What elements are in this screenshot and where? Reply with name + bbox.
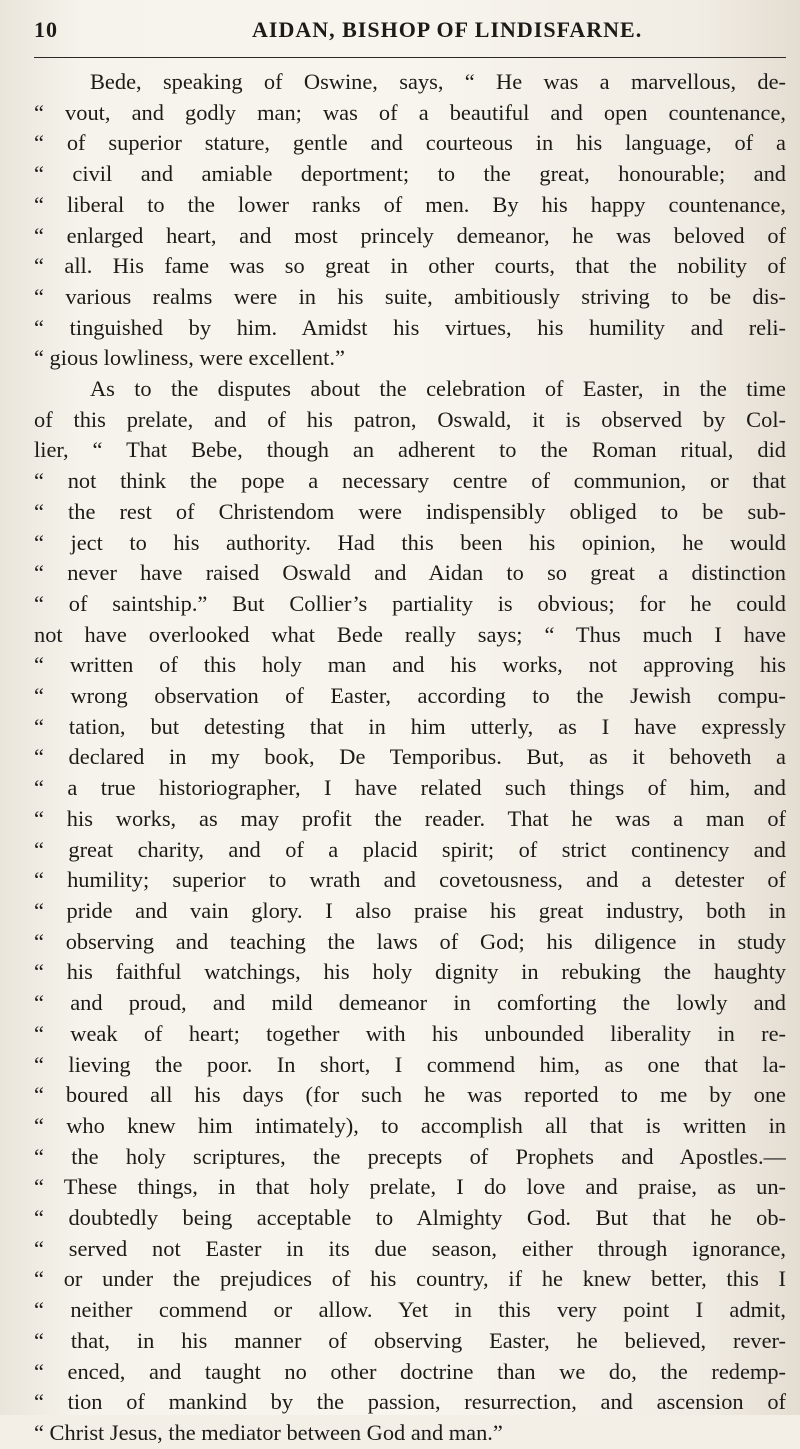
running-title: AIDAN, BISHOP OF LINDISFARNE. (252, 17, 643, 42)
text-line: “ of saintship.” But Collier’s partiality is obvious; for he could (34, 590, 786, 616)
text-line: “ tion of mankind by the passion, resurrection, and ascension of (34, 1389, 786, 1415)
text-line: “ his faithful watchings, his holy dignity in rebuking the haughty (34, 959, 786, 985)
text-line: “ of superior stature, gentle and courteous in his language, of a (34, 130, 786, 156)
text-line: “ who knew him intimately), to accomplish all that is written in (34, 1112, 786, 1138)
text-line: “ or under the prejudices of his country, if he knew better, this I (34, 1266, 786, 1292)
text-line: “ liberal to the lower ranks of men. By his happy countenance, (34, 191, 786, 217)
text-line: As to the disputes about the celebration of Easter, in the time (90, 376, 786, 402)
text-line: “ civil and amiable deportment; to the great, honourable; and (34, 161, 786, 187)
page-number: 10 (34, 17, 58, 42)
paragraph-easter-disputes (34, 374, 786, 1449)
text-line: “ Christ Jesus, the mediator between God and man.” (34, 1419, 503, 1445)
text-line: “ weak of heart; together with his unbounded liberality in re- (34, 1020, 786, 1046)
text-line: “ written of this holy man and his works, not approving his (34, 652, 786, 678)
text-line: “ the holy scriptures, the precepts of Prophets and Apostles.— (34, 1143, 786, 1169)
text-line: “ tation, but detesting that in him utterly, as I have expressly (34, 713, 786, 739)
text-line: “ all. His fame was so great in other courts, that the nobility of (34, 253, 786, 279)
text-line: “ enced, and taught no other doctrine than we do, the redemp- (34, 1358, 786, 1384)
text-line: “ vout, and godly man; was of a beautiful and open countenance, (34, 99, 786, 125)
text-line: “ humility; superior to wrath and covetousness, and a detester of (34, 867, 786, 893)
text-line: “ wrong observation of Easter, according to the Jewish compu- (34, 683, 786, 709)
text-line: “ never have raised Oswald and Aidan to so great a distinction (34, 560, 786, 586)
text-line: “ ject to his authority. Had this been his opinion, he would (34, 529, 786, 555)
text-line: “ lieving the poor. In short, I commend him, as one that la- (34, 1051, 786, 1077)
text-line: Bede, speaking of Oswine, says, “ He was a marvellous, de- (90, 69, 786, 94)
text-line: “ the rest of Christendom were indispensibly obliged to be sub- (34, 498, 786, 524)
page-header (34, 13, 786, 58)
text-line: “ that, in his manner of observing Easter, he believed, rever- (34, 1327, 786, 1353)
text-line: “ tinguished by him. Amidst his virtues, his humility and reli- (34, 314, 786, 340)
text-line: “ and proud, and mild demeanor in comforting the lowly and (34, 990, 786, 1016)
text-line: “ enlarged heart, and most princely demeanor, he was beloved of (34, 222, 786, 248)
text-line: “ doubtedly being acceptable to Almighty God. But that he ob- (34, 1205, 786, 1231)
text-line: lier, “ That Bebe, though an adherent to the Roman ritual, did (34, 437, 786, 463)
text-line: “ neither commend or allow. Yet in this very point I admit, (34, 1297, 786, 1323)
text-line: “ gious lowliness, were excellent.” (34, 345, 345, 371)
text-line: “ various realms were in his suite, ambitiously striving to be dis- (34, 283, 786, 309)
text-line: of this prelate, and of his patron, Oswald, it is observed by Col- (34, 406, 786, 432)
text-line: “ declared in my book, De Temporibus. But, as it behoveth a (34, 744, 786, 770)
text-line: “ great charity, and of a placid spirit; of strict continency and (34, 836, 786, 862)
text-line: “ These things, in that holy prelate, I do love and praise, as un- (34, 1174, 786, 1200)
text-line: “ observing and teaching the laws of God; his diligence in study (34, 928, 786, 954)
text-line: “ a true historiographer, I have related such things of him, and (34, 775, 786, 801)
text-line: not have overlooked what Bede really says; “ Thus much I have (34, 621, 786, 647)
text-line: “ served not Easter in its due season, either through ignorance, (34, 1235, 786, 1261)
body-text (34, 67, 786, 1449)
text-line: “ pride and vain glory. I also praise his great industry, both in (34, 897, 786, 923)
text-line: “ boured all his days (for such he was reported to me by one (34, 1082, 786, 1108)
text-line: “ his works, as may profit the reader. That he was a man of (34, 805, 786, 831)
text-line: “ not think the pope a necessary centre of communion, or that (34, 468, 786, 494)
document-page (34, 13, 786, 1449)
paragraph-oswine-description (34, 67, 786, 374)
